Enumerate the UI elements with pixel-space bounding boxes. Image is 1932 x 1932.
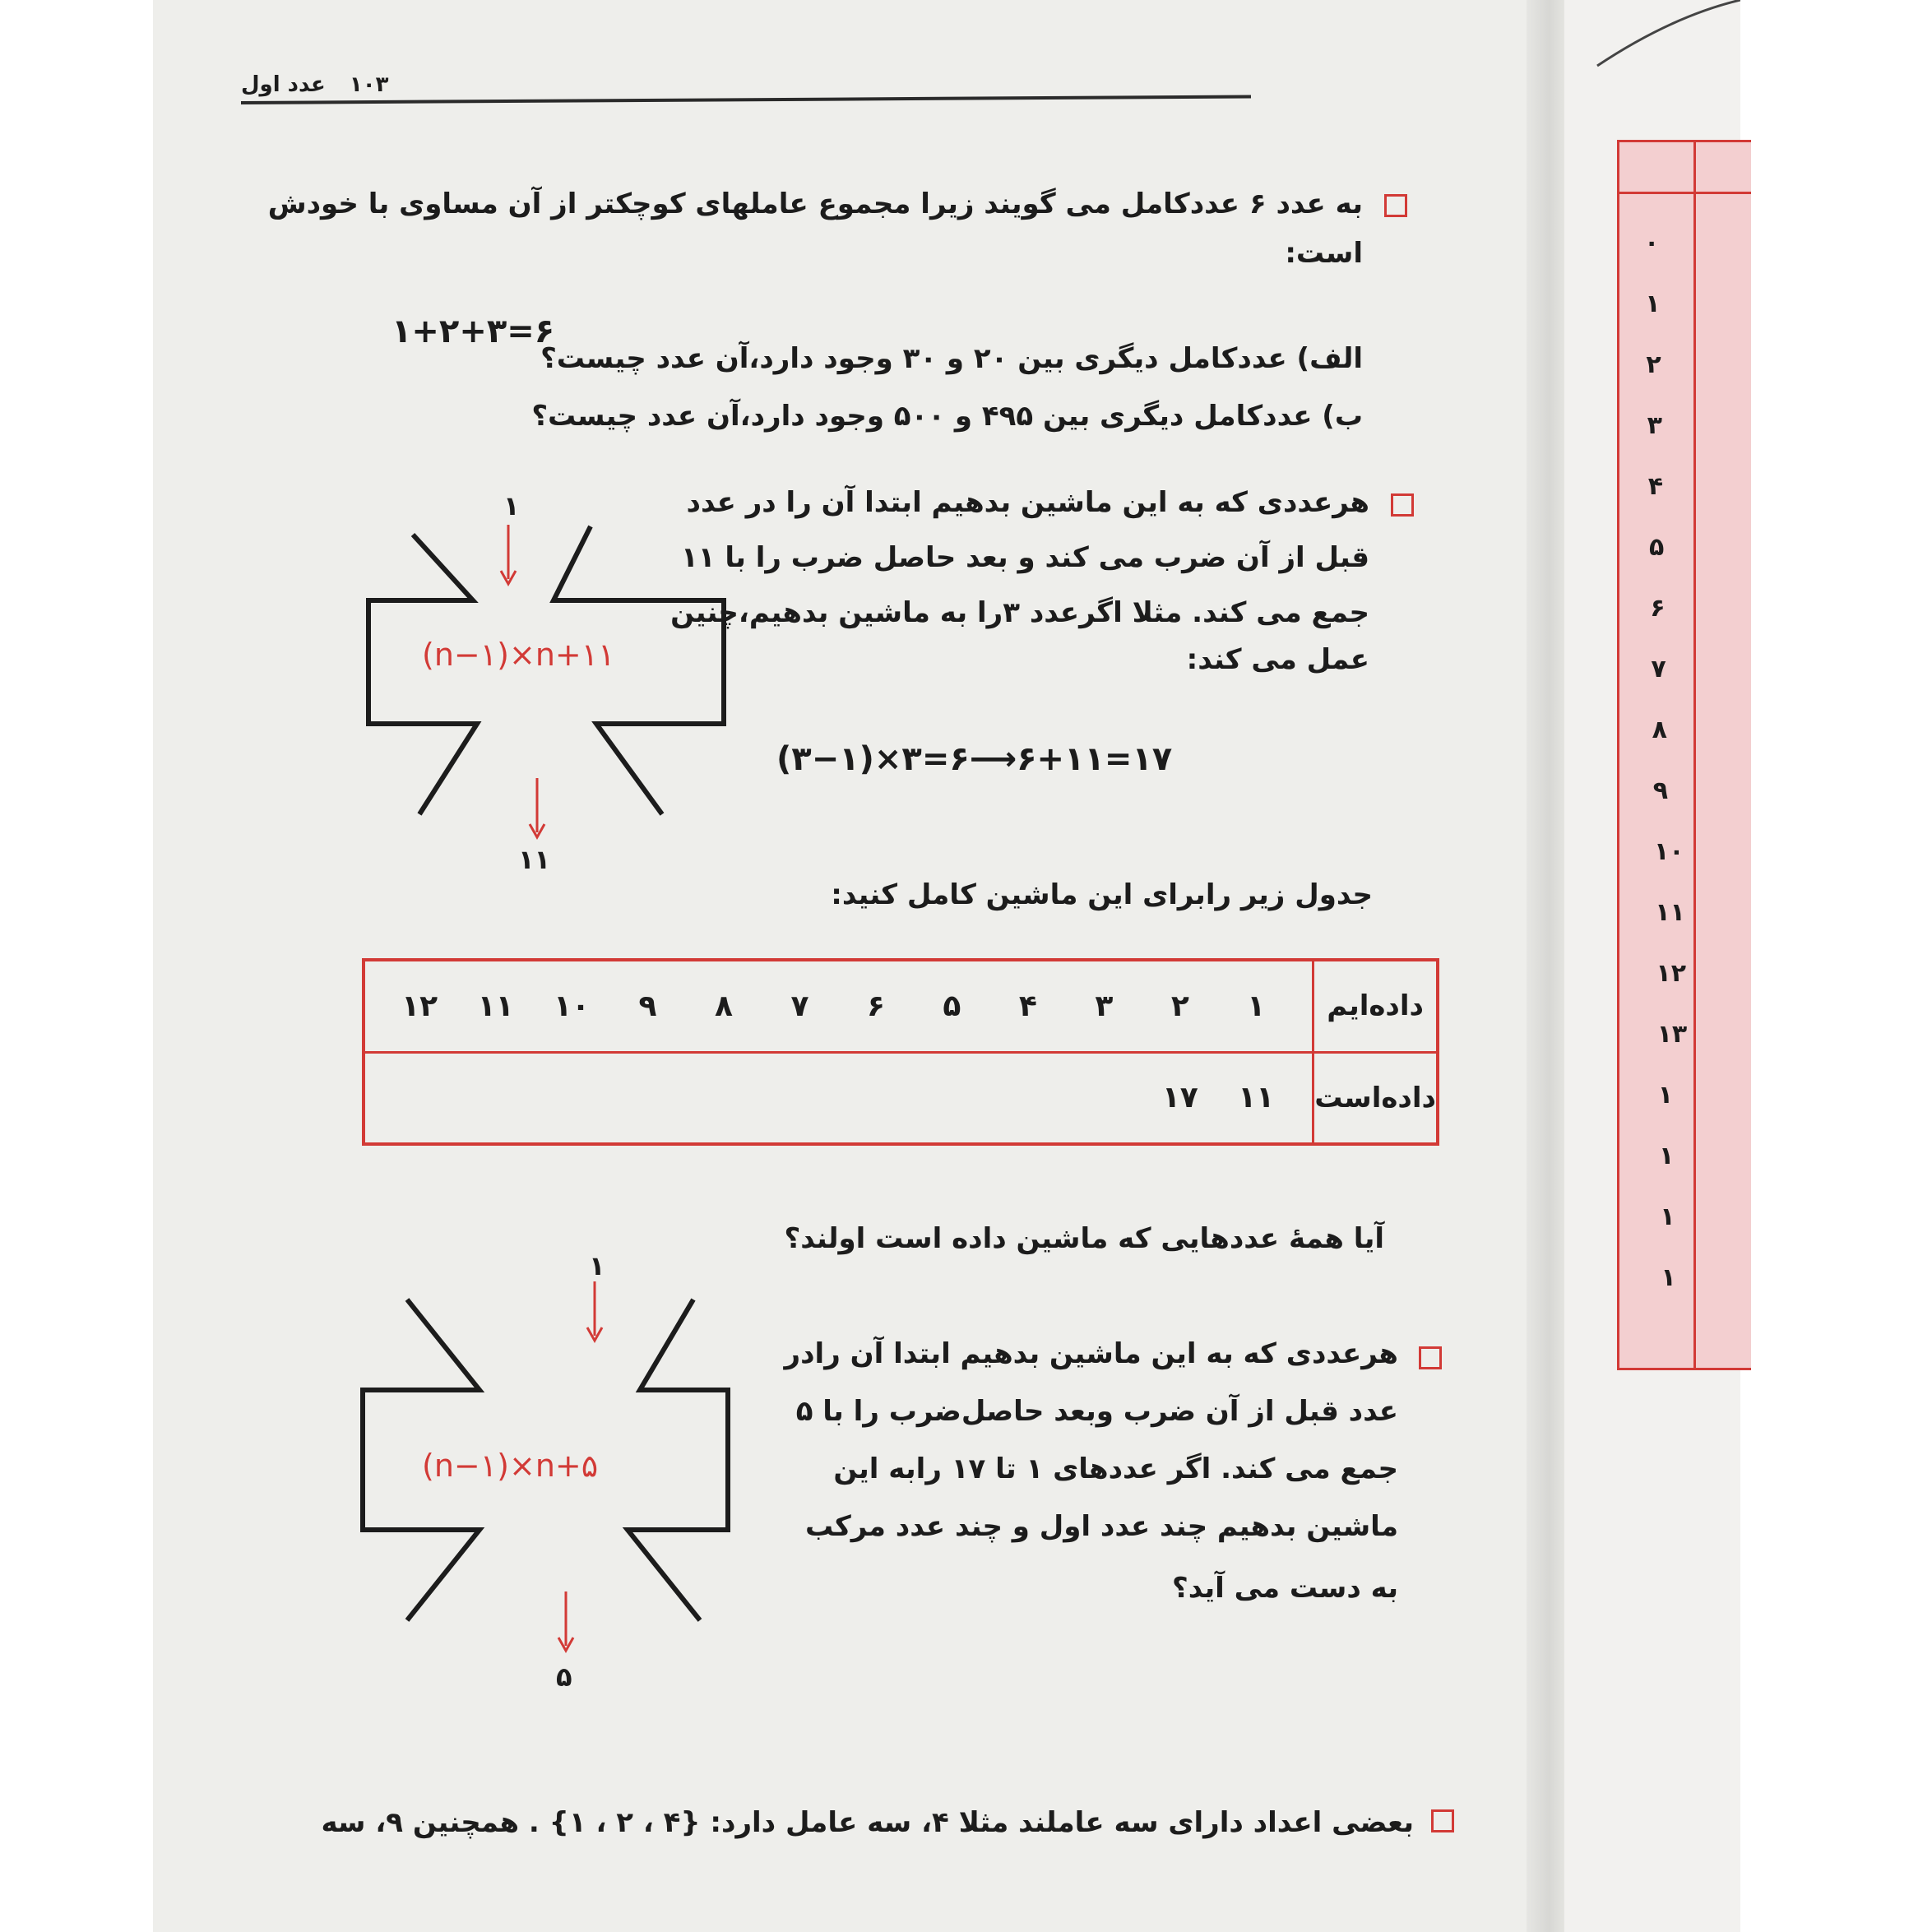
table-cell: ۱۲ — [401, 989, 438, 1023]
down-arrow-icon — [554, 1591, 578, 1654]
bullet-square — [1391, 493, 1414, 517]
machine1-input: ۱ — [503, 490, 520, 521]
side-table-number: ۲ — [1646, 350, 1661, 379]
down-arrow-icon — [496, 525, 521, 587]
table-instruction: جدول زیر رابرای این ماشین کامل کنید: — [831, 878, 1373, 911]
bullet-square — [1419, 1346, 1442, 1369]
chapter-title: عدد اول — [241, 72, 326, 97]
footer-text: بعضی اعداد دارای سه عاملند مثلا ۴، سه عامل دارد: {۴ ، ۲ ، ۱} . همچنین ۹، سه — [321, 1806, 1414, 1839]
table-cell: ۱۱ — [477, 989, 514, 1023]
table-cell — [853, 1081, 899, 1114]
bullet-square — [1384, 194, 1407, 217]
facing-page-curve — [1564, 0, 1740, 99]
primes-question: آیا همهٔ عددهایی که ماشین داده است اولند؟ — [784, 1222, 1384, 1255]
table-cell — [625, 1081, 671, 1114]
side-table-number: ۱۰ — [1654, 837, 1684, 866]
table-cell — [1081, 1081, 1127, 1114]
perfect-line2: است: — [1285, 237, 1363, 270]
down-arrow-icon — [525, 778, 549, 841]
side-table-number: ۰ — [1644, 229, 1660, 257]
machine1-formula: (n−۱)×n+۱۱ — [422, 637, 615, 673]
table-cell — [929, 1081, 975, 1114]
side-table-number: ۵ — [1649, 533, 1665, 562]
table-cell: ۳ — [1095, 989, 1114, 1023]
page-number: ۱۰۳ — [349, 72, 389, 97]
machine2-text2: عدد قبل از آن ضرب وبعد حاصل‌ضرب را با ۵ — [795, 1395, 1398, 1428]
side-table-number: ۸ — [1652, 716, 1667, 744]
perfect-equation: ۱+۲+۳=۶ — [391, 313, 555, 350]
table-cell: ۱۱ — [1238, 1081, 1275, 1115]
table-cell: ۱۰ — [554, 989, 591, 1023]
perfect-line1: به عدد ۶ عددکامل می گویند زیرا مجموع عاملهای کوچکتر از آن مساوی با خودش — [267, 188, 1363, 220]
table-cell: ۴ — [1018, 989, 1037, 1023]
machine1-text1: هرعددی که به این ماشین بدهیم ابتدا آن را در عدد — [686, 486, 1369, 519]
machine2-output: ۵ — [556, 1661, 572, 1693]
table-cell — [396, 1081, 442, 1114]
machine1-text2: قبل از آن ضرب می کند و بعد حاصل ضرب را با ۱۱ — [681, 541, 1369, 574]
machine1-output: ۱۱ — [518, 844, 551, 875]
machine2-text5: به دست می آید؟ — [1171, 1572, 1398, 1605]
table-cell: ۱۷ — [1161, 1081, 1198, 1115]
side-table-number: ۱ — [1660, 1202, 1675, 1231]
row1-values — [365, 989, 1312, 1023]
io-table — [362, 958, 1439, 1146]
side-table-number: ۱۱ — [1655, 898, 1685, 927]
table-cell — [473, 1081, 519, 1114]
table-cell: ۲ — [1170, 989, 1189, 1023]
table-cell: ۱ — [1247, 989, 1266, 1023]
machine1-text3: جمع می کند. مثلا اگرعدد ۳را به ماشین بدهیم،چنین — [670, 596, 1369, 629]
table-cell — [549, 1081, 595, 1114]
row1-header: داده‌ایم — [1313, 960, 1438, 1052]
machine2-text4: ماشین بدهیم چند عدد اول و چند عدد مرکب — [804, 1510, 1398, 1543]
table-divider — [1693, 142, 1696, 1368]
table-cell: ۷ — [790, 989, 809, 1023]
table-divider — [1619, 192, 1751, 194]
side-table-number: ۱ — [1657, 1081, 1674, 1110]
side-table-number: ۶ — [1650, 594, 1666, 623]
side-table-number: ۱۳ — [1656, 1020, 1688, 1049]
machine2-input: ۱ — [589, 1250, 605, 1281]
bullet-square — [1431, 1809, 1454, 1832]
table-cell — [701, 1081, 747, 1114]
machine2-formula: (n−۱)×n+۵ — [422, 1448, 599, 1484]
machine2-text3: جمع می کند. اگر عددهای ۱ تا ۱۷ رابه این — [833, 1452, 1398, 1485]
row2-header: داده‌است — [1313, 1052, 1438, 1144]
side-table-number: ۷ — [1651, 655, 1666, 683]
down-arrow-icon — [582, 1281, 607, 1344]
running-header — [241, 72, 1251, 105]
machine2-text1: هرعددی که به این ماشین بدهیم ابتدا آن رادر — [784, 1337, 1398, 1370]
table-cell: ۵ — [943, 989, 961, 1023]
side-table-number: ۱ — [1659, 1142, 1675, 1170]
table-cell — [1005, 1081, 1051, 1114]
part-b: ب) عددکامل دیگری بین ۴۹۵ و ۵۰۰ وجود دارد،آن عدد چیست؟ — [531, 400, 1363, 433]
side-table-number: ۹ — [1652, 776, 1669, 805]
machine1-example: (۳−۱)×۳=۶⟶۶+۱۱=۱۷ — [776, 740, 1173, 778]
table-cell: ۸ — [715, 989, 733, 1023]
side-table-number: ۴ — [1647, 472, 1664, 501]
side-table-number: ۱ — [1661, 1263, 1676, 1292]
facing-page-table — [1617, 140, 1751, 1370]
side-table-number: ۳ — [1647, 411, 1662, 440]
machine1-text4: عمل می کند: — [1186, 643, 1369, 676]
table-cell: ۹ — [638, 989, 657, 1023]
table-cell: ۶ — [866, 989, 885, 1023]
table-row — [364, 1052, 1438, 1144]
side-table-number: ۱۲ — [1656, 959, 1687, 988]
table-cell — [776, 1081, 822, 1114]
book-gutter — [1527, 0, 1564, 1932]
row2-values — [365, 1081, 1312, 1114]
side-table-number: ۱ — [1645, 290, 1661, 318]
table-row — [364, 960, 1438, 1052]
part-a: الف) عددکامل دیگری بین ۲۰ و ۳۰ وجود دارد،آن عدد چیست؟ — [540, 342, 1363, 375]
